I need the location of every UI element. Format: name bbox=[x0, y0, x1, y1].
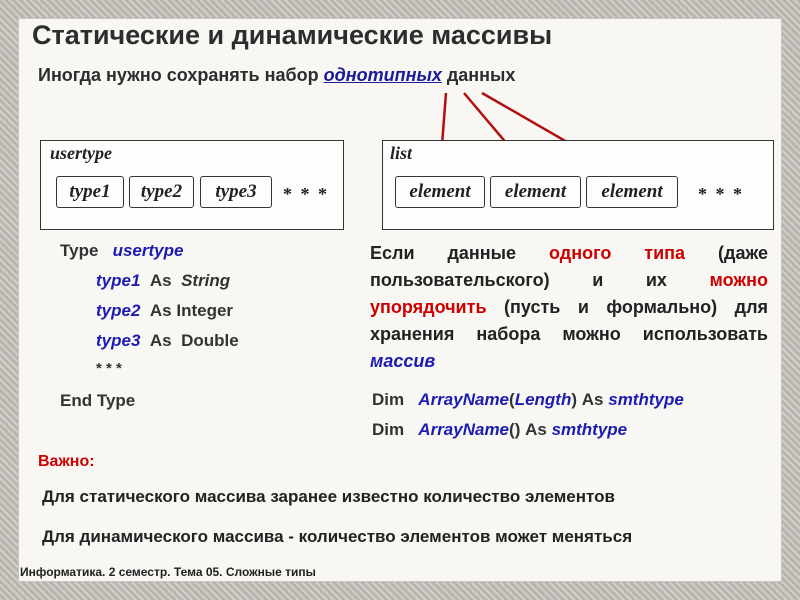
dim-keyword: Dim bbox=[372, 420, 405, 439]
dim-length: Length bbox=[514, 390, 572, 409]
field-as: As bbox=[149, 271, 172, 290]
type-dots: * * * bbox=[96, 360, 122, 377]
field-type: Integer bbox=[176, 301, 234, 320]
dim-as: As bbox=[581, 390, 604, 409]
explanation-highlight-2: можно упорядочить bbox=[370, 270, 768, 317]
page-title: Статические и динамические массивы bbox=[32, 20, 553, 50]
note-static: Для статического массива заранее известно количество элементов bbox=[42, 487, 615, 506]
dim-as: As bbox=[525, 420, 547, 439]
dim-keyword: Dim bbox=[372, 390, 405, 409]
dim-close-paren: ) bbox=[571, 390, 578, 409]
field-name: type3 bbox=[96, 331, 141, 350]
field-as: As bbox=[149, 301, 172, 320]
dim-open-paren: ( bbox=[509, 390, 515, 409]
type-field-1 bbox=[96, 271, 230, 291]
usertype-cell-type1: type1 bbox=[56, 176, 124, 208]
note-dynamic: Для динамического массива - количество элементов может меняться bbox=[42, 527, 633, 546]
usertype-cell-type3: type3 bbox=[200, 176, 272, 208]
slide bbox=[18, 18, 782, 582]
subtitle-post: данных bbox=[441, 65, 516, 85]
subtitle-highlight: однотипных bbox=[323, 65, 442, 85]
dim-type: smthtype bbox=[608, 390, 684, 409]
explanation-highlight-1: одного типа bbox=[549, 243, 686, 263]
list-box-label: list bbox=[390, 143, 413, 163]
field-name: type2 bbox=[96, 301, 141, 320]
type-field-3 bbox=[96, 331, 239, 351]
explanation-text-3: (пусть и формально) для хранения набора можно использовать bbox=[370, 297, 768, 344]
dim-static-line bbox=[372, 390, 684, 410]
list-cell-element-2: element bbox=[490, 176, 581, 208]
usertype-cell-type2: type2 bbox=[129, 176, 194, 208]
field-name: type1 bbox=[96, 271, 141, 290]
explanation-paragraph bbox=[370, 240, 768, 375]
subtitle-pre: Иногда нужно сохранять набор bbox=[38, 65, 324, 85]
explanation-text-1: Если данные bbox=[370, 243, 550, 263]
type-name: usertype bbox=[112, 241, 184, 260]
list-cell-element-3: element bbox=[586, 176, 678, 208]
dim-open-paren: () bbox=[509, 420, 521, 439]
type-field-2 bbox=[96, 301, 233, 321]
explanation-array-word: массив bbox=[370, 351, 436, 371]
field-as: As bbox=[149, 331, 172, 350]
field-type: Double bbox=[181, 331, 239, 350]
usertype-box-label: usertype bbox=[50, 143, 112, 163]
important-label: Важно: bbox=[38, 453, 95, 470]
explanation-text-2: (даже пользовательского) и их bbox=[370, 243, 768, 290]
footer: Информатика. 2 семестр. Тема 05. Сложные типы bbox=[20, 565, 316, 579]
list-cell-element-1: element bbox=[395, 176, 485, 208]
field-type: String bbox=[181, 271, 231, 290]
usertype-dots: * * * bbox=[283, 184, 329, 204]
dim-array-name: ArrayName bbox=[418, 390, 510, 409]
dim-array-name: ArrayName bbox=[418, 420, 510, 439]
dim-dynamic-line bbox=[372, 420, 627, 440]
type-def-line1 bbox=[60, 241, 183, 261]
dim-type: smthtype bbox=[551, 420, 628, 439]
type-keyword: Type bbox=[60, 241, 99, 260]
type-end: End Type bbox=[60, 391, 136, 410]
list-dots: * * * bbox=[698, 184, 744, 204]
